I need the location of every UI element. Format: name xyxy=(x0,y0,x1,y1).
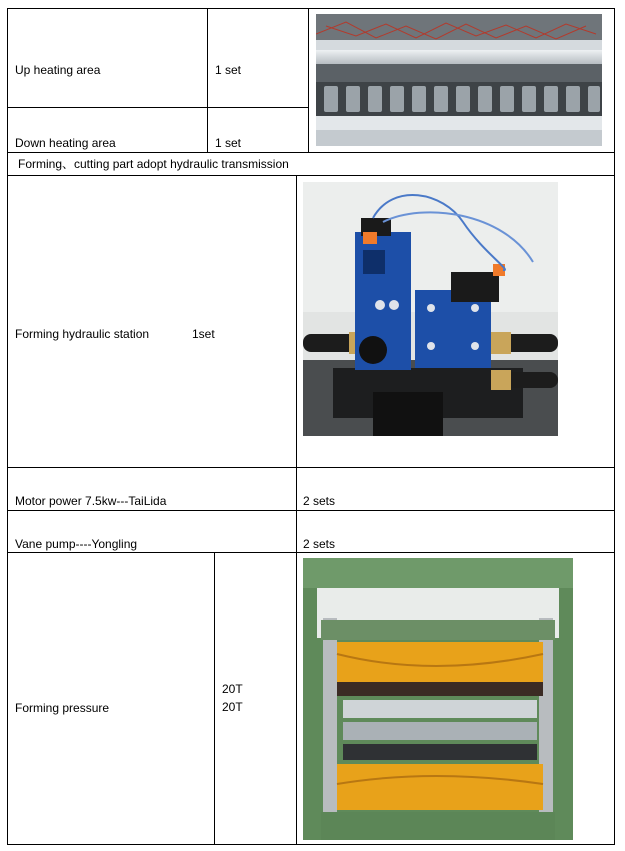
section-header: Forming、cutting part adopt hydraulic transmission xyxy=(18,157,289,171)
down-heating-qty: 1 set xyxy=(215,136,242,150)
forming-pressure-value-1: 20T xyxy=(222,682,243,696)
down-heating-label: Down heating area xyxy=(15,136,116,150)
motor-label: Motor power 7.5kw---TaiLida xyxy=(15,494,167,508)
hydraulic-station-qty: 1set xyxy=(192,327,215,341)
heating-elements-photo xyxy=(316,14,602,146)
up-heating-label: Up heating area xyxy=(15,63,101,77)
motor-qty: 2 sets xyxy=(303,494,336,508)
up-heating-qty: 1 set xyxy=(215,63,242,77)
pump-label: Vane pump----Yongling xyxy=(15,537,138,551)
hydraulic-valve-photo xyxy=(303,182,558,436)
hydraulic-station-label: Forming hydraulic station xyxy=(15,327,150,341)
pump-qty: 2 sets xyxy=(303,537,336,551)
forming-press-photo xyxy=(303,558,573,840)
forming-pressure-label: Forming pressure xyxy=(15,701,110,715)
forming-pressure-value-2: 20T xyxy=(222,700,243,714)
